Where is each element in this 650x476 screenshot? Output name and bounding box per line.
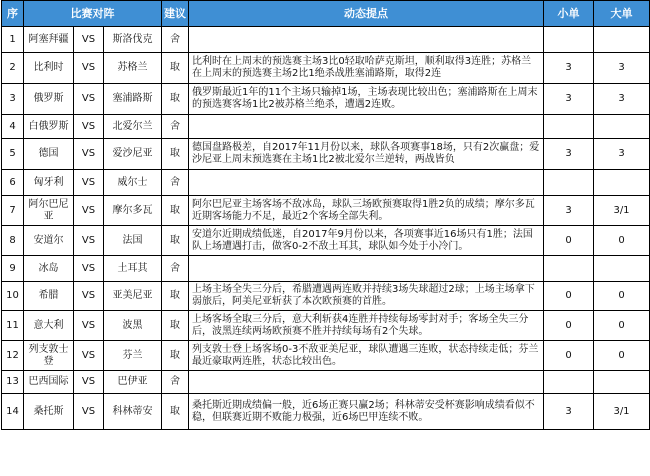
table-row <box>2 256 650 282</box>
advice: 舍 <box>162 170 189 196</box>
small-bet <box>544 170 594 196</box>
header-row <box>2 1 650 27</box>
away-team: 斯洛伐克 <box>104 27 162 53</box>
analysis-text: 俄罗斯最近1年的11个主场只输掉1场，主场表现比较出色；塞浦路斯在上周末的预选赛客场1比2被苏格兰绝杀，遭遇2连败。 <box>189 84 544 115</box>
home-team: 匈牙利 <box>24 170 74 196</box>
home-team: 列支敦士登 <box>24 341 74 371</box>
analysis-text <box>189 115 544 139</box>
advice: 舍 <box>162 256 189 282</box>
table-row <box>2 53 650 84</box>
table-row <box>2 282 650 311</box>
analysis-text <box>189 170 544 196</box>
away-team: 亚美尼亚 <box>104 282 162 311</box>
analysis-text <box>189 27 544 53</box>
row-no: 14 <box>2 394 24 430</box>
analysis-text: 阿尔巴尼亚主场客场不敌冰岛，球队三场欧预赛取得1胜2负的成绩；摩尔多瓦近期客场能力不足，最近2个客场全部失利。 <box>189 196 544 226</box>
analysis-text <box>189 371 544 394</box>
big-bet <box>594 27 650 53</box>
big-bet: 3 <box>594 84 650 115</box>
table-row <box>2 311 650 341</box>
small-bet <box>544 371 594 394</box>
vs-label: VS <box>74 341 104 371</box>
home-team: 桑托斯 <box>24 394 74 430</box>
small-bet: 3 <box>544 394 594 430</box>
table-body <box>2 27 650 430</box>
big-bet: 3 <box>594 139 650 170</box>
away-team: 波黑 <box>104 311 162 341</box>
advice: 舍 <box>162 115 189 139</box>
vs-label: VS <box>74 84 104 115</box>
advice: 舍 <box>162 27 189 53</box>
away-team: 摩尔多瓦 <box>104 196 162 226</box>
table-row <box>2 84 650 115</box>
table-row <box>2 341 650 371</box>
home-team: 比利时 <box>24 53 74 84</box>
home-team: 阿尔巴尼亚 <box>24 196 74 226</box>
away-team: 威尔士 <box>104 170 162 196</box>
analysis-text: 安道尔近期成绩低迷，自2017年9月份以来，各项赛事近16场只有1胜；法国队上场遭遇打击，做客0-2不敌土耳其，球队如今处于小冷门。 <box>189 226 544 256</box>
vs-label: VS <box>74 394 104 430</box>
advice: 取 <box>162 282 189 311</box>
advice: 取 <box>162 341 189 371</box>
row-no: 8 <box>2 226 24 256</box>
home-team: 意大利 <box>24 311 74 341</box>
home-team: 巴西国际 <box>24 371 74 394</box>
row-no: 5 <box>2 139 24 170</box>
big-bet: 3 <box>594 53 650 84</box>
advice: 取 <box>162 394 189 430</box>
big-bet: 0 <box>594 226 650 256</box>
table-row <box>2 115 650 139</box>
vs-label: VS <box>74 170 104 196</box>
header-small: 小单 <box>544 1 594 27</box>
row-no: 2 <box>2 53 24 84</box>
vs-label: VS <box>74 282 104 311</box>
small-bet: 0 <box>544 282 594 311</box>
analysis-text: 桑托斯近期成绩偏一般，近6场正赛只赢2场；科林蒂安受杯赛影响成绩看似不稳，但联赛近期不败能力极强，近6场巴甲连续不败。 <box>189 394 544 430</box>
away-team: 科林蒂安 <box>104 394 162 430</box>
advice: 取 <box>162 53 189 84</box>
big-bet <box>594 371 650 394</box>
away-team: 芬兰 <box>104 341 162 371</box>
row-no: 6 <box>2 170 24 196</box>
analysis-text <box>189 256 544 282</box>
row-no: 1 <box>2 27 24 53</box>
table-row <box>2 170 650 196</box>
vs-label: VS <box>74 196 104 226</box>
vs-label: VS <box>74 256 104 282</box>
match-table <box>1 0 650 430</box>
home-team: 俄罗斯 <box>24 84 74 115</box>
small-bet: 3 <box>544 196 594 226</box>
small-bet <box>544 256 594 282</box>
home-team: 阿塞拜疆 <box>24 27 74 53</box>
big-bet <box>594 256 650 282</box>
away-team: 法国 <box>104 226 162 256</box>
table-row <box>2 371 650 394</box>
vs-label: VS <box>74 226 104 256</box>
small-bet: 3 <box>544 139 594 170</box>
big-bet: 3/1 <box>594 394 650 430</box>
analysis-text: 德国盘路极差，自2017年11月份以来，球队各项赛事18场，只有2次赢盘；爱沙尼亚上周末预选赛在主场1比2被北爱尔兰逆转，两战皆负 <box>189 139 544 170</box>
home-team: 希腊 <box>24 282 74 311</box>
small-bet: 3 <box>544 84 594 115</box>
big-bet: 0 <box>594 341 650 371</box>
big-bet: 3/1 <box>594 196 650 226</box>
row-no: 9 <box>2 256 24 282</box>
analysis-text: 列支敦士登上场客场0-3不敌亚美尼亚，球队遭遇三连败，状态持续走低；芬兰最近豪取两连胜，状态比较出色。 <box>189 341 544 371</box>
row-no: 3 <box>2 84 24 115</box>
away-team: 苏格兰 <box>104 53 162 84</box>
vs-label: VS <box>74 311 104 341</box>
vs-label: VS <box>74 27 104 53</box>
table-row <box>2 139 650 170</box>
away-team: 巴伊亚 <box>104 371 162 394</box>
row-no: 11 <box>2 311 24 341</box>
small-bet <box>544 27 594 53</box>
small-bet: 0 <box>544 311 594 341</box>
big-bet <box>594 170 650 196</box>
home-team: 德国 <box>24 139 74 170</box>
advice: 取 <box>162 226 189 256</box>
advice: 取 <box>162 196 189 226</box>
away-team: 爱沙尼亚 <box>104 139 162 170</box>
analysis-text: 上场客场全取三分后，意大利斩获4连胜并持续每场零封对手；客场全失三分后，波黑连续两场欧预赛不胜并持续每场有2个失球。 <box>189 311 544 341</box>
row-no: 10 <box>2 282 24 311</box>
table-row <box>2 226 650 256</box>
advice: 取 <box>162 311 189 341</box>
big-bet: 0 <box>594 282 650 311</box>
away-team: 北爱尔兰 <box>104 115 162 139</box>
away-team: 土耳其 <box>104 256 162 282</box>
away-team: 塞浦路斯 <box>104 84 162 115</box>
analysis-text: 上场主场全失三分后，希腊遭遇两连败并持续3场失球超过2球；上场主场拿下弱旅后，阿美尼亚斩获了本次欧预赛的首胜。 <box>189 282 544 311</box>
header-match: 比赛对阵 <box>24 1 162 27</box>
table-row <box>2 27 650 53</box>
advice: 取 <box>162 84 189 115</box>
advice: 舍 <box>162 371 189 394</box>
advice: 取 <box>162 139 189 170</box>
vs-label: VS <box>74 53 104 84</box>
big-bet: 0 <box>594 311 650 341</box>
row-no: 13 <box>2 371 24 394</box>
small-bet: 0 <box>544 226 594 256</box>
small-bet: 3 <box>544 53 594 84</box>
header-advice: 建议 <box>162 1 189 27</box>
home-team: 白俄罗斯 <box>24 115 74 139</box>
analysis-text: 比利时在上周末的预选赛主场3比0轻取哈萨克斯坦，顺利取得3连胜；苏格兰在上周末的预选赛主场2比1绝杀战胜塞浦路斯，取得2连 <box>189 53 544 84</box>
row-no: 12 <box>2 341 24 371</box>
row-no: 7 <box>2 196 24 226</box>
big-bet <box>594 115 650 139</box>
home-team: 冰岛 <box>24 256 74 282</box>
home-team: 安道尔 <box>24 226 74 256</box>
header-big: 大单 <box>594 1 650 27</box>
header-analysis: 动态提点 <box>189 1 544 27</box>
small-bet: 0 <box>544 341 594 371</box>
table-row <box>2 394 650 430</box>
vs-label: VS <box>74 115 104 139</box>
small-bet <box>544 115 594 139</box>
row-no: 4 <box>2 115 24 139</box>
table-row <box>2 196 650 226</box>
vs-label: VS <box>74 139 104 170</box>
vs-label: VS <box>74 371 104 394</box>
header-id: 序 <box>2 1 24 27</box>
